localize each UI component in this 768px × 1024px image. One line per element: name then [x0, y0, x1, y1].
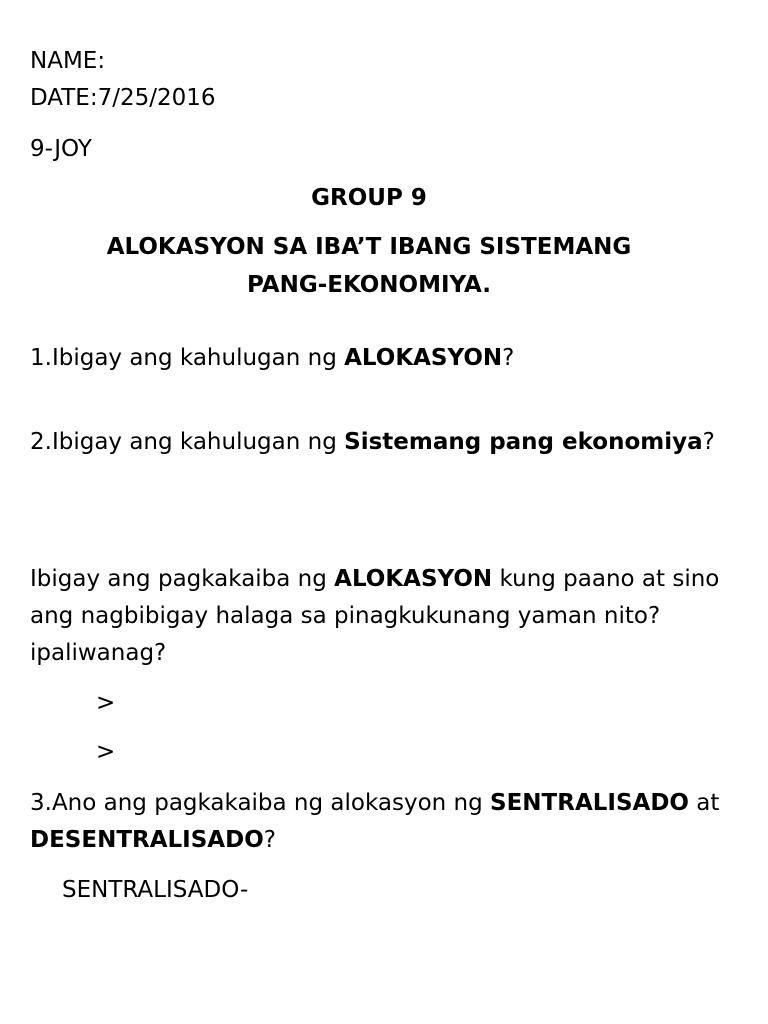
question-1-bold: ALOKASYON: [344, 345, 503, 371]
name-label: NAME:: [30, 48, 106, 74]
question-3-mid: at: [688, 790, 720, 816]
question-1: [30, 340, 514, 377]
group-title: GROUP 9: [311, 185, 427, 211]
question-2-text: 2.Ibigay ang kahulugan ng: [30, 429, 345, 455]
question-allocation: [30, 561, 730, 672]
question-3-text: 3.Ano ang pagkakaiba ng alokasyon ng: [30, 790, 491, 816]
question-2: [30, 424, 730, 461]
question-3-end: ?: [263, 827, 276, 853]
question-3-bold-1: SENTRALISADO: [490, 790, 689, 816]
topic-title-line1: ALOKASYON SA IBA’T IBANG SISTEMANG: [106, 234, 632, 260]
question-3-bold-2: DESENTRALISADO: [30, 827, 264, 853]
section-label: 9-JOY: [30, 136, 92, 162]
question-1-end: ?: [502, 345, 515, 371]
question-1-text: 1.Ibigay ang kahulugan ng: [30, 345, 345, 371]
answer-label-sentralisado: SENTRALISADO-: [62, 877, 249, 903]
bullet-2: >: [96, 739, 116, 765]
date-line: DATE:7/25/2016: [30, 85, 216, 111]
question-allocation-text: Ibigay ang pagkakaiba ng: [30, 566, 335, 592]
question-2-bold: Sistemang pang ekonomiya: [344, 429, 703, 455]
bullet-1: >: [96, 690, 116, 716]
question-2-end: ?: [702, 429, 715, 455]
question-3: [30, 785, 730, 859]
question-allocation-rest: kung paano at sino ang nagbibigay halaga sa pinagkukunang yaman nito?ipaliwanag?: [30, 566, 720, 666]
topic-title-line2: PANG-EKONOMIYA.: [247, 272, 491, 298]
question-allocation-bold: ALOKASYON: [334, 566, 493, 592]
